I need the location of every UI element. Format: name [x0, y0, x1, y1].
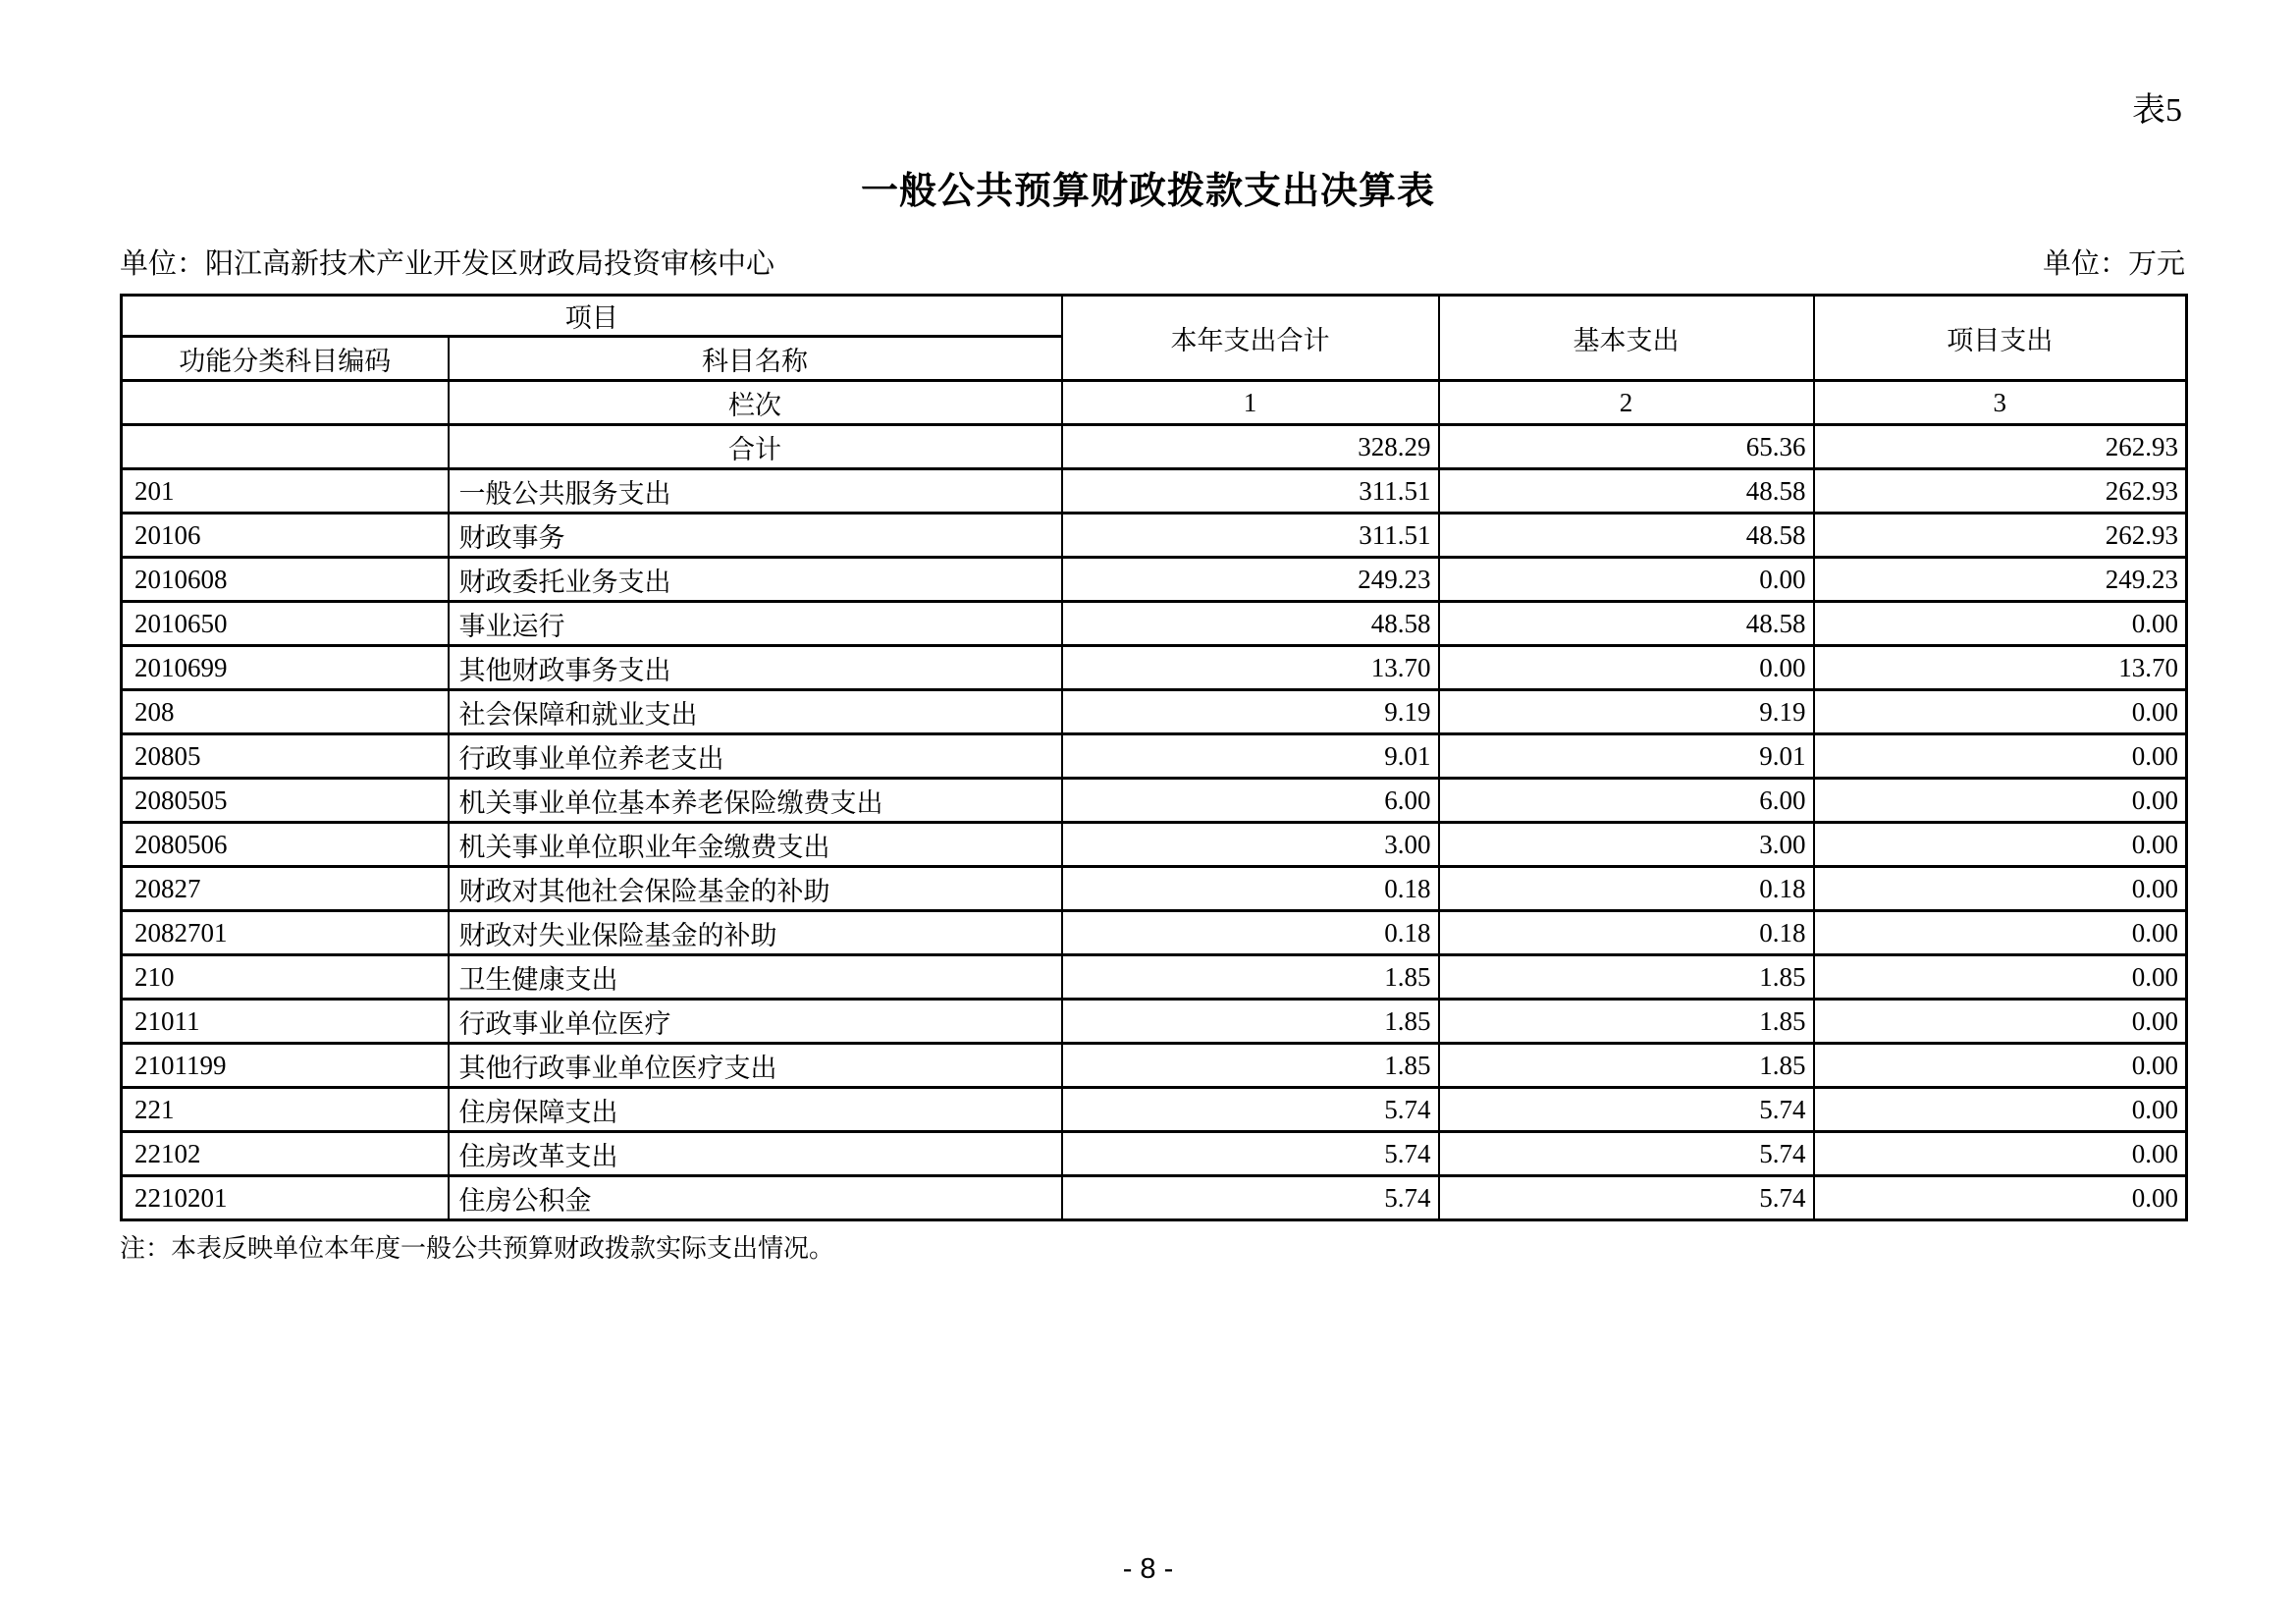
- project-cell: 0.00: [1814, 1000, 2187, 1044]
- basic-cell: 1.85: [1439, 1000, 1814, 1044]
- total-cell: 328.29: [1062, 425, 1439, 469]
- name-cell: 其他行政事业单位医疗支出: [449, 1044, 1062, 1088]
- project-cell: 0.00: [1814, 1044, 2187, 1088]
- basic-cell: 6.00: [1439, 779, 1814, 823]
- basic-cell: 9.01: [1439, 734, 1814, 779]
- name-cell: 行政事业单位养老支出: [449, 734, 1062, 779]
- table-row: [122, 734, 2187, 779]
- total-row-label: 合计: [449, 425, 1062, 469]
- table-row: [122, 779, 2187, 823]
- total-cell: 1.85: [1062, 1000, 1439, 1044]
- code-cell: 2010650: [122, 602, 449, 646]
- total-cell: 1.85: [1062, 955, 1439, 1000]
- total-cell: 5.74: [1062, 1088, 1439, 1132]
- lanci-label: 栏次: [449, 381, 1062, 425]
- total-cell: 6.00: [1062, 779, 1439, 823]
- project-cell: 262.93: [1814, 514, 2187, 558]
- lanci-col-3: 3: [1814, 381, 2187, 425]
- table-row: [122, 955, 2187, 1000]
- total-cell: 48.58: [1062, 602, 1439, 646]
- column-index-row: [122, 381, 2187, 425]
- table-row: [122, 602, 2187, 646]
- table-row: [122, 1176, 2187, 1220]
- code-cell: 2010699: [122, 646, 449, 690]
- header-basic-column: 基本支出: [1439, 296, 1814, 381]
- code-cell: 20805: [122, 734, 449, 779]
- unit-name-label: 单位：阳江高新技术产业开发区财政局投资审核中心: [120, 248, 775, 280]
- project-cell: 0.00: [1814, 1132, 2187, 1176]
- project-cell: 249.23: [1814, 558, 2187, 602]
- total-row: [122, 425, 2187, 469]
- basic-cell: 5.74: [1439, 1132, 1814, 1176]
- name-cell: 行政事业单位医疗: [449, 1000, 1062, 1044]
- project-cell: 0.00: [1814, 602, 2187, 646]
- name-cell: 财政委托业务支出: [449, 558, 1062, 602]
- basic-cell: 0.00: [1439, 646, 1814, 690]
- name-cell: 机关事业单位基本养老保险缴费支出: [449, 779, 1062, 823]
- header-row-1: [122, 296, 2187, 337]
- project-cell: 262.93: [1814, 469, 2187, 514]
- total-cell: 311.51: [1062, 514, 1439, 558]
- total-cell: 249.23: [1062, 558, 1439, 602]
- code-cell: 2010608: [122, 558, 449, 602]
- basic-cell: 65.36: [1439, 425, 1814, 469]
- table-row: [122, 1044, 2187, 1088]
- currency-unit-label: 单位：万元: [2042, 248, 2185, 280]
- total-cell: 1.85: [1062, 1044, 1439, 1088]
- page-title: 一般公共预算财政拨款支出决算表: [860, 171, 1435, 212]
- name-cell: 机关事业单位职业年金缴费支出: [449, 823, 1062, 867]
- name-cell: 财政对其他社会保险基金的补助: [449, 867, 1062, 911]
- name-cell: 其他财政事务支出: [449, 646, 1062, 690]
- basic-cell: 48.58: [1439, 602, 1814, 646]
- code-cell: 2082701: [122, 911, 449, 955]
- table-row: [122, 867, 2187, 911]
- table-row: [122, 911, 2187, 955]
- basic-cell: 48.58: [1439, 469, 1814, 514]
- code-cell: 201: [122, 469, 449, 514]
- sheet-label: 表5: [2132, 92, 2182, 129]
- basic-cell: 48.58: [1439, 514, 1814, 558]
- name-cell: 住房保障支出: [449, 1088, 1062, 1132]
- lanci-col-2: 2: [1439, 381, 1814, 425]
- total-cell: 5.74: [1062, 1132, 1439, 1176]
- code-cell: 2080505: [122, 779, 449, 823]
- basic-cell: 0.18: [1439, 911, 1814, 955]
- table-row: [122, 1088, 2187, 1132]
- table-row: [122, 558, 2187, 602]
- basic-cell: 0.00: [1439, 558, 1814, 602]
- project-cell: 0.00: [1814, 823, 2187, 867]
- total-cell: 5.74: [1062, 1176, 1439, 1220]
- project-cell: 0.00: [1814, 734, 2187, 779]
- code-cell: 20106: [122, 514, 449, 558]
- code-cell: 20827: [122, 867, 449, 911]
- total-cell: 9.01: [1062, 734, 1439, 779]
- name-cell: 财政对失业保险基金的补助: [449, 911, 1062, 955]
- project-cell: 0.00: [1814, 955, 2187, 1000]
- code-cell: 2101199: [122, 1044, 449, 1088]
- name-cell: 事业运行: [449, 602, 1062, 646]
- basic-cell: 5.74: [1439, 1088, 1814, 1132]
- basic-cell: 3.00: [1439, 823, 1814, 867]
- code-cell: 22102: [122, 1132, 449, 1176]
- empty-cell: [122, 425, 449, 469]
- empty-cell: [122, 381, 449, 425]
- project-cell: 0.00: [1814, 1176, 2187, 1220]
- page-number: - 8 -: [1122, 1553, 1174, 1585]
- header-project-group: 项目: [122, 296, 1062, 337]
- total-cell: 3.00: [1062, 823, 1439, 867]
- total-cell: 0.18: [1062, 867, 1439, 911]
- project-cell: 262.93: [1814, 425, 2187, 469]
- code-cell: 221: [122, 1088, 449, 1132]
- code-cell: 2080506: [122, 823, 449, 867]
- total-cell: 311.51: [1062, 469, 1439, 514]
- table-row: [122, 690, 2187, 734]
- basic-cell: 1.85: [1439, 1044, 1814, 1088]
- project-cell: 0.00: [1814, 911, 2187, 955]
- project-cell: 0.00: [1814, 779, 2187, 823]
- header-total-column: 本年支出合计: [1062, 296, 1439, 381]
- project-cell: 0.00: [1814, 690, 2187, 734]
- basic-cell: 9.19: [1439, 690, 1814, 734]
- project-cell: 0.00: [1814, 867, 2187, 911]
- table-row: [122, 823, 2187, 867]
- name-cell: 住房公积金: [449, 1176, 1062, 1220]
- header-code: 功能分类科目编码: [122, 337, 449, 381]
- code-cell: 2210201: [122, 1176, 449, 1220]
- table-row: [122, 1000, 2187, 1044]
- table-row: [122, 514, 2187, 558]
- unit-row: [120, 247, 2185, 282]
- name-cell: 社会保障和就业支出: [449, 690, 1062, 734]
- total-cell: 9.19: [1062, 690, 1439, 734]
- basic-cell: 1.85: [1439, 955, 1814, 1000]
- basic-cell: 5.74: [1439, 1176, 1814, 1220]
- expenditure-table: [120, 294, 2188, 1221]
- basic-cell: 0.18: [1439, 867, 1814, 911]
- header-subject-name: 科目名称: [449, 337, 1062, 381]
- project-cell: 0.00: [1814, 1088, 2187, 1132]
- table-note: 注：本表反映单位本年度一般公共预算财政拨款实际支出情况。: [120, 1234, 835, 1263]
- code-cell: 210: [122, 955, 449, 1000]
- table-row: [122, 1132, 2187, 1176]
- table-row: [122, 469, 2187, 514]
- table-row: [122, 646, 2187, 690]
- header-project-column: 项目支出: [1814, 296, 2187, 381]
- lanci-col-1: 1: [1062, 381, 1439, 425]
- code-cell: 21011: [122, 1000, 449, 1044]
- total-cell: 13.70: [1062, 646, 1439, 690]
- total-cell: 0.18: [1062, 911, 1439, 955]
- code-cell: 208: [122, 690, 449, 734]
- project-cell: 13.70: [1814, 646, 2187, 690]
- name-cell: 住房改革支出: [449, 1132, 1062, 1176]
- name-cell: 一般公共服务支出: [449, 469, 1062, 514]
- name-cell: 卫生健康支出: [449, 955, 1062, 1000]
- name-cell: 财政事务: [449, 514, 1062, 558]
